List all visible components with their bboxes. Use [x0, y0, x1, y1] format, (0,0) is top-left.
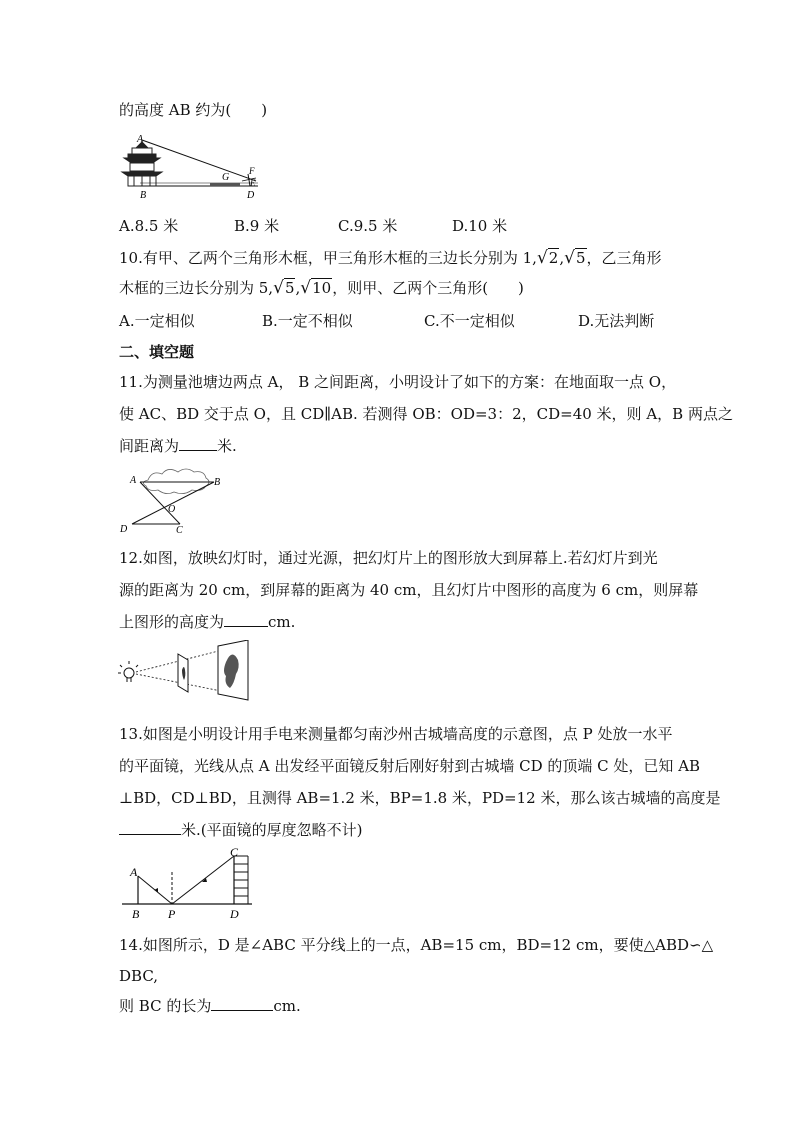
sqrt-2: √2: [536, 248, 559, 268]
q14-line2: DBC,: [119, 967, 159, 985]
label-G: G: [222, 172, 230, 183]
q9-option-c: C.9.5 米: [338, 217, 398, 235]
q10-line2: 木框的三边长分别为 5,√5,√10，则甲、乙两个三角形( ): [119, 278, 524, 298]
label-B: B: [214, 477, 221, 488]
label-F: F: [249, 166, 255, 176]
answer-blank: [119, 820, 181, 835]
light-bulb-icon: [118, 661, 138, 682]
q12-line2: 源的距离为 20 cm，到屏幕的距离为 40 cm，且幻灯片中图形的高度为 6 cm，则屏幕: [119, 581, 699, 599]
q14-line3: 则 BC 的长为 cm.: [119, 997, 301, 1015]
q10-option-a: A.一定相似: [119, 312, 195, 330]
q13-line3: ⊥BD，CD⊥BD，且测得 AB=1.2 米，BP=1.8 米，PD=12 米，那么该古城墙的高度是: [119, 789, 721, 807]
label-C: C: [230, 846, 239, 859]
label-E: E: [250, 178, 256, 188]
label-D: D: [120, 524, 128, 535]
sqrt-10: √10: [300, 278, 332, 298]
q12-line3: 上图形的高度为 cm.: [119, 613, 296, 631]
label-D: D: [230, 907, 239, 921]
answer-blank: [179, 436, 217, 451]
q9-stem: 的高度 AB 约为( ): [119, 101, 268, 119]
q11-pond-figure: [118, 466, 228, 536]
wall-icon: [234, 856, 248, 904]
q11-line1: 11.为测量池塘边两点 A， B 之间距离，小明设计了如下的方案：在地面取一点 O，: [119, 373, 677, 391]
section-heading: 二、填空题: [119, 343, 195, 361]
q12-projector-figure: [118, 640, 258, 702]
q10-option-b: B.一定不相似: [262, 312, 353, 330]
q9-option-d: D.10 米: [452, 217, 508, 235]
q11-line3: 间距离为 米.: [119, 437, 237, 455]
sqrt-5b: √5: [273, 278, 295, 298]
label-D: D: [247, 190, 255, 201]
q11-line2: 使 AC、BD 交于点 O，且 CD∥AB. 若测得 OB：OD=3：2，CD=40 米，则 A，B 两点之: [119, 405, 733, 423]
q12-line1: 12.如图，放映幻灯时，通过光源，把幻灯片上的图形放大到屏幕上.若幻灯片到光: [119, 549, 658, 567]
answer-blank: [211, 996, 273, 1011]
label-O: O: [168, 504, 176, 515]
label-B: B: [140, 190, 147, 201]
q9-option-b: B.9 米: [234, 217, 280, 235]
answer-blank: [224, 612, 268, 627]
q13-line4: 米.(平面镜的厚度忽略不计): [119, 820, 362, 840]
q14-line1: 14.如图所示，D 是∠ABC 平分线上的一点，AB=15 cm，BD=12 cm，要使△ABD∽△: [119, 936, 714, 954]
label-A: A: [130, 475, 137, 486]
label-A: A: [130, 865, 138, 879]
label-A: A: [137, 134, 144, 145]
q9-pagoda-figure: [118, 134, 268, 202]
pagoda-icon: [122, 142, 162, 186]
label-C: C: [176, 525, 183, 536]
q13-mirror-figure: [118, 846, 263, 922]
q10-option-c: C.不一定相似: [424, 312, 515, 330]
label-B: B: [132, 907, 140, 921]
sqrt-5: √5: [564, 248, 586, 268]
q10-option-d: D.无法判断: [578, 312, 655, 330]
q10-line1: 10.有甲、乙两个三角形木框，甲三角形木框的三边长分别为 1,√2,√5，乙三角形: [119, 248, 662, 268]
q9-option-a: A.8.5 米: [119, 217, 179, 235]
label-P: P: [168, 907, 176, 921]
q13-line2: 的平面镜，光线从点 A 出发经平面镜反射后刚好射到古城墙 CD 的顶端 C 处，已知 AB: [119, 757, 701, 775]
q13-line1: 13.如图是小明设计用手电来测量都匀南沙州古城墙高度的示意图，点 P 处放一水平: [119, 725, 673, 743]
